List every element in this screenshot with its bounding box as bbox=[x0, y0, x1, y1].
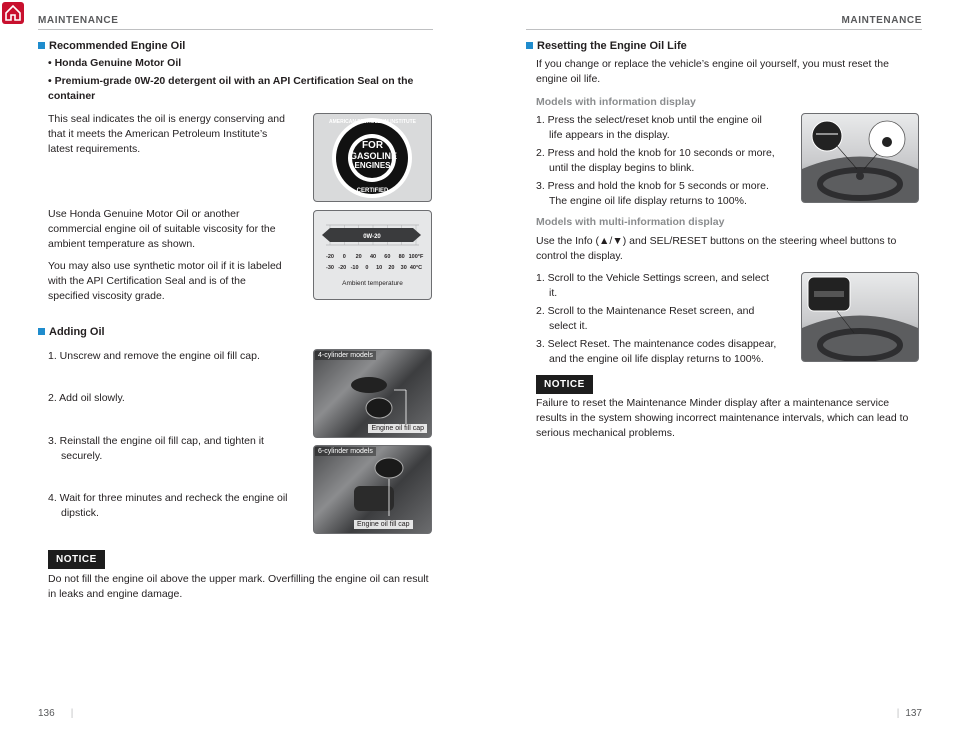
subheading-multi-information-display: Models with multi-information display bbox=[536, 216, 725, 228]
api-certification-seal-image bbox=[313, 113, 432, 202]
step-1: 1. Unscrew and remove the engine oil fill cap. bbox=[48, 350, 260, 362]
viscosity-chart-caption: Ambient temperature bbox=[342, 280, 403, 287]
seal-center-text: FOR GASOLINE ENGINES bbox=[350, 140, 398, 170]
step-4: 4. Wait for three minutes and recheck the engine oil dipstick. bbox=[48, 492, 288, 519]
engine-photo-6-cylinder bbox=[313, 445, 432, 534]
multi-display-intro: Use the Info (▲/▼) and SEL/RESET buttons on the steering wheel buttons to control the display. bbox=[536, 235, 897, 262]
f-tick-label: 20 bbox=[355, 254, 362, 260]
f-tick-label: 100°F bbox=[408, 254, 424, 260]
left-notice-badge: NOTICE bbox=[48, 550, 105, 569]
viscosity-description: Use Honda Genuine Motor Oil or another commercial engine oil of suitable viscosity for the ambient temperature as shown. bbox=[48, 208, 276, 250]
c-tick-label: 20 bbox=[388, 265, 395, 271]
section-title-reset-oil-life: Resetting the Engine Oil Life bbox=[526, 40, 687, 52]
c-tick-label: -30 bbox=[326, 265, 334, 271]
section-title-recommended-oil: Recommended Engine Oil bbox=[38, 40, 185, 52]
c-tick-label: 40°C bbox=[409, 265, 423, 271]
page-number-right: | 137 bbox=[896, 708, 922, 719]
seal-ring-bottom-text: CERTIFIED bbox=[356, 188, 389, 194]
home-icon[interactable] bbox=[2, 2, 24, 24]
info-display-steps: 1. Press the select/reset knob until the engine oil life appears in the display. 2. Press and hold the knob for 10 seconds or more, until the display begins to blink. 3. Press and hold the knob for 5 seconds or more. The engine oil life display returns to 100%. bbox=[536, 114, 775, 207]
viscosity-chart bbox=[313, 210, 432, 300]
f-tick-label: 80 bbox=[398, 254, 405, 260]
c-tick-label: -20 bbox=[338, 265, 347, 271]
photo1-caption: Engine oil fill cap bbox=[368, 424, 427, 433]
dashboard-multi-info-display-image bbox=[801, 272, 919, 362]
photo2-label: 6-cylinder models bbox=[315, 447, 376, 456]
left-notice-text: Do not fill the engine oil above the upper mark. Overfilling the engine oil can result in leaks and engine damage. bbox=[48, 573, 429, 600]
reset-intro: If you change or replace the vehicle’s engine oil yourself, you must reset the engine oil life. bbox=[536, 58, 889, 85]
photo2-caption: Engine oil fill cap bbox=[354, 520, 413, 529]
viscosity-grade-label: 0W-20 bbox=[363, 234, 381, 240]
section-title-adding-oil: Adding Oil bbox=[38, 326, 105, 338]
bullet-premium-oil: • Premium-grade 0W-20 detergent oil with an API Certification Seal on the container bbox=[48, 75, 414, 102]
seal-description: This seal indicates the oil is energy conserving and that it meets the American Petroleum Institute’s latest requirements. bbox=[48, 113, 285, 155]
f-tick-label: 60 bbox=[384, 254, 391, 260]
synthetic-oil-description: You may also use synthetic motor oil if it is labeled with the API Certification Seal and is of the specified viscosity grade. bbox=[48, 260, 282, 302]
c-tick-label: -10 bbox=[350, 265, 359, 271]
right-running-header: MAINTENANCE bbox=[841, 15, 922, 26]
step-3: 3. Reinstall the engine oil fill cap, and tighten it securely. bbox=[48, 435, 264, 462]
engine-photo-4-cylinder bbox=[313, 349, 432, 438]
left-running-header: MAINTENANCE bbox=[38, 15, 119, 26]
seal-ring-top-text: AMERICAN PETROLEUM INSTITUTE bbox=[329, 119, 416, 125]
photo1-label: 4-cylinder models bbox=[315, 351, 376, 360]
right-header-rule bbox=[526, 29, 922, 30]
right-notice-badge: NOTICE bbox=[536, 375, 593, 394]
dashboard-info-display-image bbox=[801, 113, 919, 203]
f-tick-label: 40 bbox=[369, 254, 377, 260]
step-2: 2. Add oil slowly. bbox=[48, 392, 125, 404]
page-number-left: 136 | bbox=[38, 708, 74, 719]
c-tick-label: 0 bbox=[365, 265, 369, 271]
f-tick-label: 0 bbox=[342, 254, 346, 260]
bullet-honda-oil: • Honda Genuine Motor Oil bbox=[48, 57, 182, 69]
c-tick-label: 10 bbox=[376, 265, 383, 271]
c-tick-label: 30 bbox=[400, 265, 407, 271]
subheading-information-display: Models with information display bbox=[536, 96, 696, 108]
f-tick-label: -20 bbox=[326, 254, 334, 260]
left-header-rule bbox=[38, 29, 433, 30]
right-notice-text: Failure to reset the Maintenance Minder display after a maintenance service results in the system showing incorrect maintenance intervals, which can lead to serious mechanical problems. bbox=[536, 397, 909, 439]
multi-display-steps: 1. Scroll to the Vehicle Settings screen, and select it. 2. Scroll to the Maintenance Reset screen, and select it. 3. Select Reset. The maintenance codes disappear, and the engine oil life display returns to 100%. bbox=[536, 272, 777, 365]
